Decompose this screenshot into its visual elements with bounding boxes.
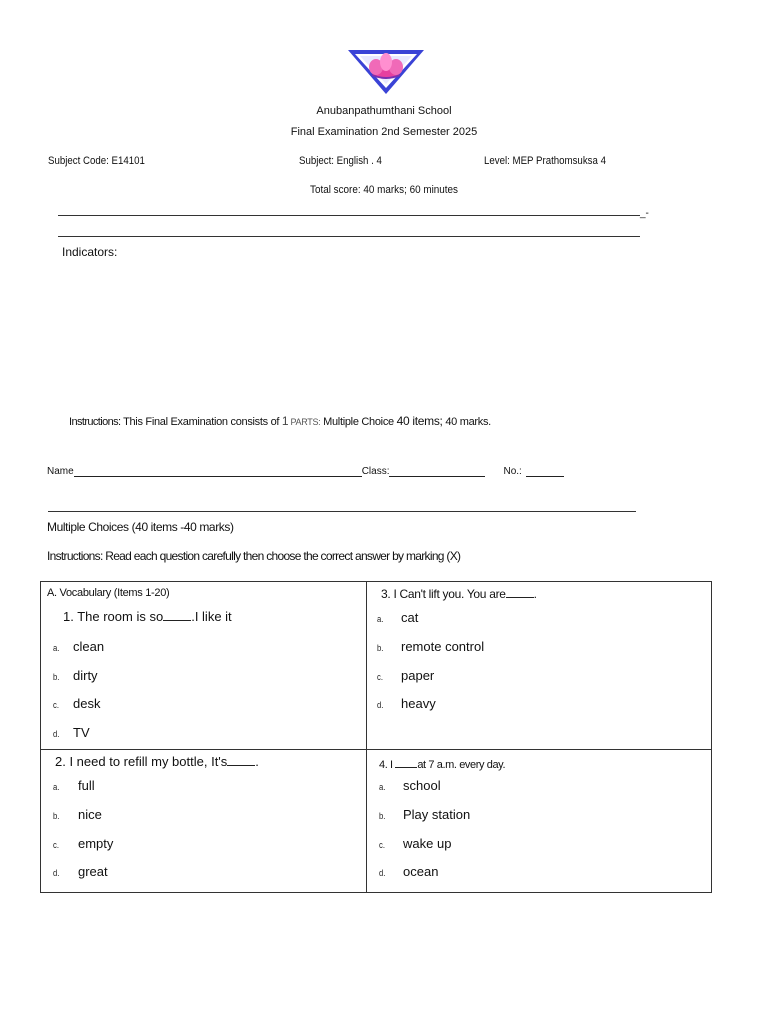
question-4-option-b[interactable]: b. Play station: [379, 807, 471, 822]
question-3-option-d[interactable]: d. heavy: [377, 696, 436, 711]
question-3-option-c[interactable]: c. paper: [377, 668, 435, 683]
name-field[interactable]: [74, 476, 362, 477]
question-cell-3: [367, 582, 711, 749]
question-1-option-b[interactable]: b. dirty: [53, 668, 98, 683]
divider-1: [58, 215, 640, 216]
no-label: No.:: [503, 466, 522, 477]
question-2-option-c[interactable]: c. empty: [53, 836, 114, 851]
question-2-option-b[interactable]: b. nice: [53, 807, 102, 822]
question-1-option-c[interactable]: c. desk: [53, 696, 101, 711]
question-2-text: 2. I need to refill my bottle, It's .: [55, 754, 259, 769]
question-table: [40, 581, 712, 893]
subject-code: Subject Code: E14101: [48, 155, 145, 167]
total-score: Total score: 40 marks; 60 minutes: [309, 184, 459, 196]
divider-3: [48, 511, 636, 512]
question-3-text: 3. I Can't lift you. You are .: [381, 587, 537, 601]
no-field[interactable]: [526, 476, 564, 477]
school-logo: [346, 47, 426, 97]
question-4-option-d[interactable]: d. ocean: [379, 864, 439, 879]
answer-blank: [395, 756, 417, 768]
indicators-label: Indicators:: [62, 245, 118, 259]
question-3-option-b[interactable]: b. remote control: [377, 639, 485, 654]
instructions-line: Instructions: This Final Examination consists of 1 PARTS: Multiple Choice 40 items; 40 marks.: [69, 414, 491, 428]
instructions-label: Instructions:: [69, 416, 121, 428]
question-cell-2: [41, 750, 366, 892]
answer-blank: [227, 754, 255, 766]
subject-name: Subject: English . 4: [299, 155, 382, 167]
divider-dash: _-: [640, 208, 649, 219]
school-name: Anubanpathumthani School: [316, 105, 452, 117]
answer-blank: [506, 586, 534, 598]
question-1-option-a[interactable]: a. clean: [53, 639, 105, 654]
question-4-option-a[interactable]: a. school: [379, 778, 441, 793]
answer-blank: [163, 609, 191, 621]
class-label: Class:: [361, 466, 390, 477]
section-title: Multiple Choices (40 items -40 marks): [47, 520, 234, 534]
question-cell-4: [367, 750, 711, 892]
question-2-option-a[interactable]: a. full: [53, 778, 95, 793]
level: Level: MEP Prathomsuksa 4: [484, 155, 606, 167]
question-1-option-d[interactable]: d. TV: [53, 725, 90, 740]
question-1-text: 1. The room is so .I like it: [63, 609, 232, 624]
class-field[interactable]: [389, 476, 485, 477]
section-instructions: Instructions: Read each question carefully then choose the correct answer by marking (X): [47, 549, 461, 563]
part-heading: A. Vocabulary (Items 1-20): [47, 587, 170, 599]
question-2-option-d[interactable]: d. great: [53, 864, 108, 879]
question-4-text: 4. I at 7 a.m. every day.: [379, 756, 505, 771]
question-3-option-a[interactable]: a. cat: [377, 610, 419, 625]
question-cell-1: [41, 582, 366, 749]
question-4-option-c[interactable]: c. wake up: [379, 836, 452, 851]
name-label: Name: [47, 466, 74, 477]
divider-2: [58, 236, 640, 237]
exam-title: Final Examination 2nd Semester 2025: [290, 126, 478, 138]
student-info-line: [47, 466, 564, 477]
